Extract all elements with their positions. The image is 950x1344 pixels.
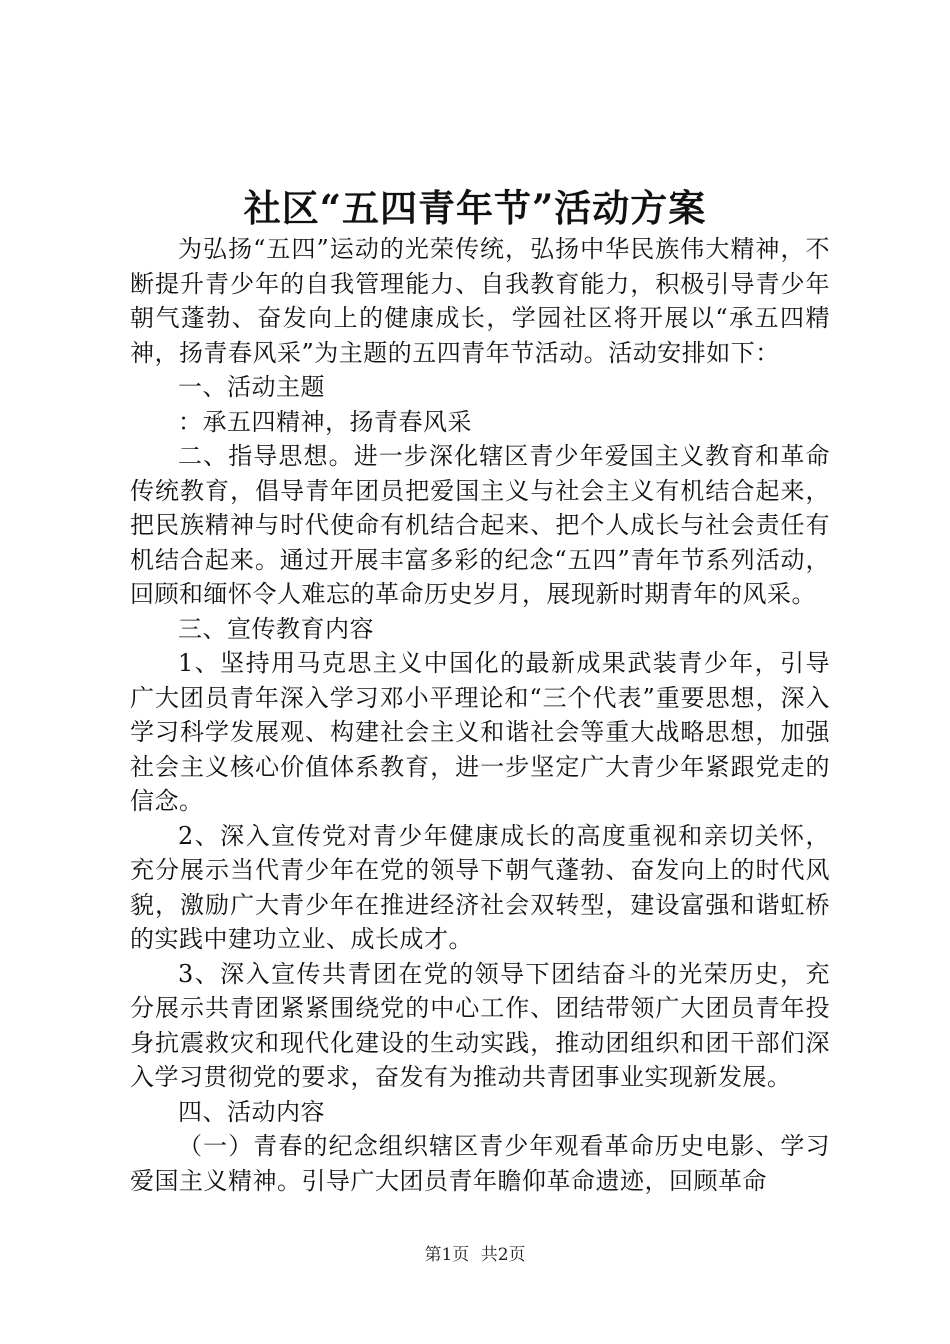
paragraph: 一、活动主题 (178, 373, 325, 401)
paragraph: 二、指导思想。进一步深化辖区青少年爱国主义教育和革命传统教育，倡导青年团员把爱国主义与社会主义有机结合起来，把民族精神与时代使命有机结合起来、把个人成长与社会责任有机结合起来。通过开展丰富多彩的纪念“五四”青年节系列活动，回顾和缅怀令人难忘的革命历史岁月，展现新时期青年的风采。 (130, 442, 830, 608)
page-number: 第1页 (424, 1245, 470, 1265)
paragraph: 3、深入宣传共青团在党的领导下团结奋斗的光荣历史，充分展示共青团紧紧围绕党的中心工作、团结带领广大团员青年投身抗震救灾和现代化建设的生动实践，推动团组织和团干部们深入学习贯彻党的要求，奋发有为推动共青团事业实现新发展。 (130, 959, 830, 1091)
paragraph: 2、深入宣传党对青少年健康成长的高度重视和亲切关怀，充分展示当代青少年在党的领导下朝气蓬勃、奋发向上的时代风貌，激励广大青少年在推进经济社会双转型，建设富强和谐虹桥的实践中建功立业、成长成才。 (130, 821, 830, 953)
paragraph: 三、宣传教育内容 (178, 614, 374, 643)
paragraph: ：承五四精神，扬青春风采 (178, 407, 472, 436)
page-total: 共2页 (480, 1245, 526, 1265)
paragraph: （一）青春的纪念组织辖区青少年观看革命历史电影、学习爱国主义精神。引导广大团员青年瞻仰革命遗迹，回顾革命 (130, 1132, 830, 1195)
page-footer (0, 1243, 950, 1267)
document-title: 社区“五四青年节”活动方案 (243, 186, 707, 230)
paragraph: 为弘扬“五四”运动的光荣传统，弘扬中华民族伟大精神，不断提升青少年的自我管理能力、自我教育能力，积极引导青少年朝气蓬勃、奋发向上的健康成长，学园社区将开展以“承五四精神，扬青春风采”为主题的五四青年节活动。活动安排如下： (130, 235, 830, 367)
paragraph: 1、坚持用马克思主义中国化的最新成果武装青少年，引导广大团员青年深入学习邓小平理论和“三个代表”重要思想，深入学习科学发展观、构建社会主义和谐社会等重大战略思想，加强社会主义核心价值体系教育，进一步坚定广大青少年紧跟党走的信念。 (130, 649, 830, 815)
document-body (130, 232, 830, 1198)
paragraph: 四、活动内容 (178, 1097, 325, 1126)
